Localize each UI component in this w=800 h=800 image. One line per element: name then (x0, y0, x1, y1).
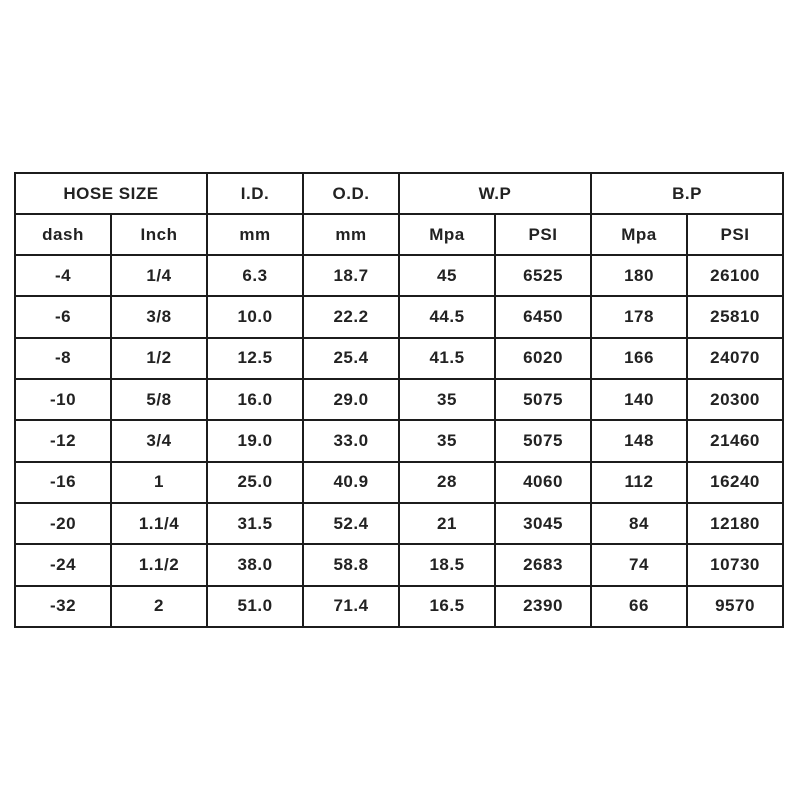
table-row (15, 338, 783, 379)
table-cell: 3/4 (111, 420, 207, 461)
table-cell: 41.5 (399, 338, 495, 379)
table-row (15, 462, 783, 503)
table-cell: 22.2 (303, 296, 399, 337)
subheader-dash: dash (15, 214, 111, 255)
table-cell: 2 (111, 586, 207, 627)
table-cell: 166 (591, 338, 687, 379)
table-cell: 38.0 (207, 544, 303, 585)
header-id: I.D. (207, 173, 303, 214)
subheader-bp-psi: PSI (687, 214, 783, 255)
table-cell: 6525 (495, 255, 591, 296)
table-cell: 84 (591, 503, 687, 544)
table-cell: 1/4 (111, 255, 207, 296)
table-cell: 51.0 (207, 586, 303, 627)
table-cell: 35 (399, 379, 495, 420)
table-cell: 31.5 (207, 503, 303, 544)
table-cell: 24070 (687, 338, 783, 379)
table-cell: 6450 (495, 296, 591, 337)
table-row (15, 379, 783, 420)
table-cell: 21460 (687, 420, 783, 461)
table-cell: 10.0 (207, 296, 303, 337)
table-cell: 2683 (495, 544, 591, 585)
hose-size-spec-table (14, 172, 784, 628)
table-cell: 44.5 (399, 296, 495, 337)
table-cell: 19.0 (207, 420, 303, 461)
header-bp: B.P (591, 173, 783, 214)
table-row (15, 296, 783, 337)
table-cell: 29.0 (303, 379, 399, 420)
table-cell: 20300 (687, 379, 783, 420)
table-cell: 35 (399, 420, 495, 461)
table-cell: 74 (591, 544, 687, 585)
header-wp: W.P (399, 173, 591, 214)
table-cell: 18.7 (303, 255, 399, 296)
table-cell: -12 (15, 420, 111, 461)
table-cell: 148 (591, 420, 687, 461)
table-cell: 1/2 (111, 338, 207, 379)
table-cell: 25810 (687, 296, 783, 337)
table-cell: 3/8 (111, 296, 207, 337)
subheader-id-mm: mm (207, 214, 303, 255)
table-cell: 180 (591, 255, 687, 296)
table-cell: 33.0 (303, 420, 399, 461)
table-cell: 10730 (687, 544, 783, 585)
table-cell: 26100 (687, 255, 783, 296)
table-cell: 178 (591, 296, 687, 337)
table-cell: 21 (399, 503, 495, 544)
subheader-bp-mpa: Mpa (591, 214, 687, 255)
table-cell: 4060 (495, 462, 591, 503)
table-cell: -4 (15, 255, 111, 296)
sub-header-row (15, 214, 783, 255)
table-cell: 3045 (495, 503, 591, 544)
header-hose-size: HOSE SIZE (15, 173, 207, 214)
table-cell: 1.1/4 (111, 503, 207, 544)
table-row (15, 420, 783, 461)
table-cell: 1.1/2 (111, 544, 207, 585)
table-cell: 28 (399, 462, 495, 503)
table-cell: 25.4 (303, 338, 399, 379)
table-header (15, 173, 783, 255)
table-cell: 25.0 (207, 462, 303, 503)
table-cell: -16 (15, 462, 111, 503)
table-cell: 16.5 (399, 586, 495, 627)
table-cell: -20 (15, 503, 111, 544)
table-cell: -10 (15, 379, 111, 420)
table-cell: 140 (591, 379, 687, 420)
table-body (15, 255, 783, 627)
table-cell: 58.8 (303, 544, 399, 585)
table-cell: 1 (111, 462, 207, 503)
table-cell: 66 (591, 586, 687, 627)
table-row (15, 503, 783, 544)
header-od: O.D. (303, 173, 399, 214)
table-cell: 5075 (495, 379, 591, 420)
table-cell: 12180 (687, 503, 783, 544)
header-group-row (15, 173, 783, 214)
table-cell: 9570 (687, 586, 783, 627)
table-cell: -24 (15, 544, 111, 585)
table-cell: -6 (15, 296, 111, 337)
table-cell: -8 (15, 338, 111, 379)
table-cell: 71.4 (303, 586, 399, 627)
table-cell: -32 (15, 586, 111, 627)
table-cell: 18.5 (399, 544, 495, 585)
table-cell: 45 (399, 255, 495, 296)
table-cell: 12.5 (207, 338, 303, 379)
table-cell: 16240 (687, 462, 783, 503)
table-cell: 40.9 (303, 462, 399, 503)
subheader-inch: Inch (111, 214, 207, 255)
table-cell: 5/8 (111, 379, 207, 420)
table-cell: 2390 (495, 586, 591, 627)
subheader-od-mm: mm (303, 214, 399, 255)
table-cell: 5075 (495, 420, 591, 461)
table-row (15, 544, 783, 585)
table-cell: 6.3 (207, 255, 303, 296)
subheader-wp-mpa: Mpa (399, 214, 495, 255)
table-cell: 16.0 (207, 379, 303, 420)
table-cell: 6020 (495, 338, 591, 379)
table-cell: 52.4 (303, 503, 399, 544)
table-cell: 112 (591, 462, 687, 503)
table-row (15, 586, 783, 627)
subheader-wp-psi: PSI (495, 214, 591, 255)
table-row (15, 255, 783, 296)
